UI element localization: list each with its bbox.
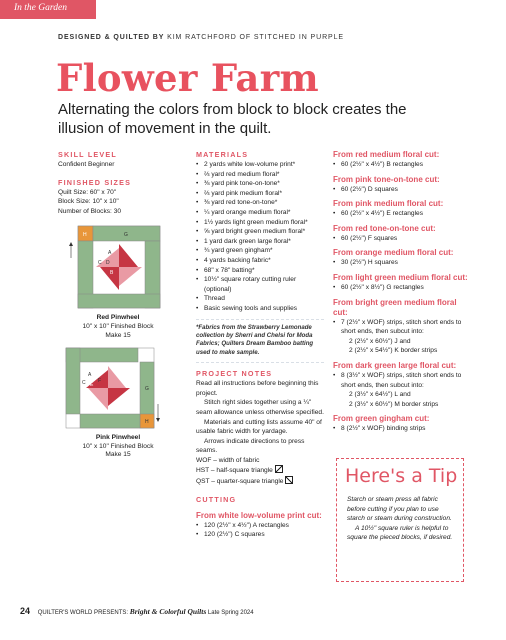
sub-item: 2 (3½" x 64½") L and <box>349 391 411 399</box>
diagram-label: A <box>108 250 112 257</box>
cut-list <box>333 209 471 219</box>
block1-caption <box>58 314 178 340</box>
list-item: • Basic sewing tools and supplies <box>196 304 324 314</box>
block2-make: Make 15 <box>105 451 131 459</box>
issue: Late Spring 2024 <box>207 610 254 616</box>
cut-group-title: From green gingham cut: <box>333 414 430 424</box>
definition-hst <box>196 465 324 476</box>
diagram-label: D <box>106 260 110 267</box>
definition-text: QST – quarter-square triangle <box>196 478 284 486</box>
cut-list <box>333 160 471 170</box>
publication: QUILTER'S WORLD PRESENTS: <box>37 610 129 616</box>
diagram-label: A <box>88 372 92 379</box>
list-item: • 4 yards backing fabric* <box>196 256 324 266</box>
tip-body <box>347 495 457 543</box>
project-notes-heading: PROJECT NOTES <box>196 369 273 379</box>
list-item: • ⅔ yard pink medium floral* <box>196 189 324 199</box>
block2-caption <box>58 434 178 460</box>
cut-list <box>333 258 471 268</box>
definition: WOF – width of fabric <box>196 456 260 464</box>
sub-item: 2 (2½" x 54½") K border strips <box>349 347 438 355</box>
divider <box>196 319 324 320</box>
note-paragraph: Materials and cutting lists assume 40" of usable fabric width for yardage. <box>196 418 322 436</box>
list-item: • ⅔ yard red medium floral* <box>196 170 324 180</box>
sizes-line: Number of Blocks: 30 <box>58 207 122 215</box>
tip-paragraph: A 10½" square ruler is helpful to square the pieced blocks, if desired. <box>347 524 453 542</box>
pattern-subtitle: Alternating the colors from block to block creates the illusion of movement in the quilt. <box>58 101 407 137</box>
diagram-label: G <box>145 386 149 393</box>
list-item: • ⅝ yard bright green medium floral* <box>196 227 324 237</box>
block1-size: 10" x 10" Finished Block <box>82 322 154 330</box>
page-number: 24 <box>20 606 31 616</box>
definition-text: HST – half-square triangle <box>196 467 273 475</box>
tip-box <box>336 458 464 582</box>
block1-name: Red Pinwheel <box>96 314 140 322</box>
cut-group-title: From light green medium floral cut: <box>333 272 468 282</box>
cut-group-title: From red tone-on-tone cut: <box>333 223 436 233</box>
left-column <box>58 150 178 460</box>
note-paragraph: Stitch right sides together using a ¼" seam allowance unless otherwise specified. <box>196 399 324 416</box>
cut-group-title: From dark green large floral cut: <box>333 360 457 370</box>
pink-pinwheel-diagram <box>58 344 168 434</box>
block2-name: Pink Pinwheel <box>95 434 141 442</box>
cut-list <box>333 318 471 337</box>
diagram-label: E <box>90 382 94 389</box>
list-item: • 8 (3½" x WOF) strips, stitch short ends to short ends, then subcut into: <box>333 371 471 390</box>
diagram-label: H <box>83 232 87 239</box>
credit-prefix: DESIGNED & QUILTED BY <box>58 34 165 41</box>
cut-group-title: From white low-volume print cut: <box>196 510 322 520</box>
sizes-heading: FINISHED SIZES <box>58 177 132 187</box>
skill-heading: SKILL LEVEL <box>58 150 117 159</box>
sub-item: 2 (3½" x 60½") M border strips <box>349 400 439 408</box>
cut-list <box>333 234 471 244</box>
materials-heading: MATERIALS <box>196 150 249 159</box>
page-footer <box>20 606 254 616</box>
diagram-label: G <box>124 232 128 239</box>
list-item: • 60 (2½" x 4½") E rectangles <box>333 209 471 219</box>
cut-list <box>333 283 471 293</box>
block1-make: Make 15 <box>105 331 131 339</box>
note-paragraph: Arrows indicate directions to press seams. <box>196 437 305 455</box>
list-item: • ⅜ yard pink tone-on-tone* <box>196 179 324 189</box>
right-column <box>333 150 471 434</box>
cut-group-title: From red medium floral cut: <box>333 150 440 159</box>
list-item: • 7 (2½" x WOF) strips, stitch short ends to short ends, then subcut into: <box>333 318 471 337</box>
list-item: • 60 (2½" x 4½") B rectangles <box>333 160 471 170</box>
diagram-label: F <box>98 378 102 385</box>
sizes-line: Quilt Size: 60" x 70" <box>58 188 117 196</box>
list-item: • 120 (2½" x 4½") A rectangles <box>196 521 324 531</box>
cut-group-title: From pink medium floral cut: <box>333 199 444 209</box>
materials-list <box>196 160 324 314</box>
list-item: • ⅜ yard red tone-on-tone* <box>196 198 324 208</box>
sub-item: 2 (2½" x 60½") J and <box>349 337 411 345</box>
divider <box>196 362 324 363</box>
sizes-line: Block Size: 10" x 10" <box>58 198 119 206</box>
list-item: • ¼ yard orange medium floral* <box>196 208 324 218</box>
qst-icon <box>285 476 293 484</box>
diagram-label: C <box>98 260 102 267</box>
list-item: • 60 (2½") F squares <box>333 234 471 244</box>
definition-qst <box>196 476 324 487</box>
magazine-title: Bright & Colorful Quilts <box>129 607 207 616</box>
list-item: • 10½" square rotary cutting ruler (optional) <box>196 275 324 294</box>
pattern-title: Flower Farm <box>56 56 319 100</box>
hst-icon <box>275 465 283 473</box>
list-item: • 1 yard dark green large floral* <box>196 237 324 247</box>
list-item: • 8 (2½" x WOF) binding strips <box>333 424 471 434</box>
list-item: • Thread <box>196 294 324 304</box>
diagram-label: C <box>82 380 86 387</box>
cut-list <box>333 424 471 434</box>
cut-list <box>196 521 324 540</box>
red-pinwheel-diagram <box>66 224 166 314</box>
list-item: • 120 (2½") C squares <box>196 530 324 540</box>
diagram-label: H <box>145 419 149 426</box>
list-item: • 2 yards white low-volume print* <box>196 160 324 170</box>
credit-name: KIM RATCHFORD OF STITCHED IN PURPLE <box>167 34 344 41</box>
cut-group-title: From orange medium floral cut: <box>333 248 454 258</box>
list-item: • 30 (2½") H squares <box>333 258 471 268</box>
section-tab <box>0 0 96 19</box>
cut-list <box>333 185 471 195</box>
list-item: • 60 (2½" x 8½") G rectangles <box>333 283 471 293</box>
list-item: • 60 (2½") D squares <box>333 185 471 195</box>
designer-credit <box>58 34 344 41</box>
fabric-note: *Fabrics from the Strawberry Lemonade collection by Sherri and Chelsi for Moda Fabrics; Quilters Dream Bamboo batting used to make sample. <box>196 323 314 356</box>
block2-size: 10" x 10" Finished Block <box>82 442 154 450</box>
section-tab-label: In the Garden <box>14 3 67 13</box>
cut-group-title: From pink tone-on-tone cut: <box>333 174 440 184</box>
note-paragraph: Read all instructions before beginning this project. <box>196 380 319 397</box>
list-item: • ¾ yard green gingham* <box>196 246 324 256</box>
skill-value: Confident Beginner <box>58 161 115 168</box>
tip-paragraph: Starch or steam press all fabric before cutting if you plan to use starch or steam during construction. <box>347 496 452 523</box>
middle-column <box>196 150 324 540</box>
cut-group-title: From bright green medium floral cut: <box>333 297 457 317</box>
list-item: • 68" x 78" batting* <box>196 266 324 276</box>
diagram-label: B <box>110 270 114 277</box>
tip-title: Here's a Tip <box>345 465 458 487</box>
cut-list <box>333 371 471 390</box>
list-item: • 1½ yards light green medium floral* <box>196 218 324 228</box>
cutting-heading: CUTTING <box>196 494 237 504</box>
